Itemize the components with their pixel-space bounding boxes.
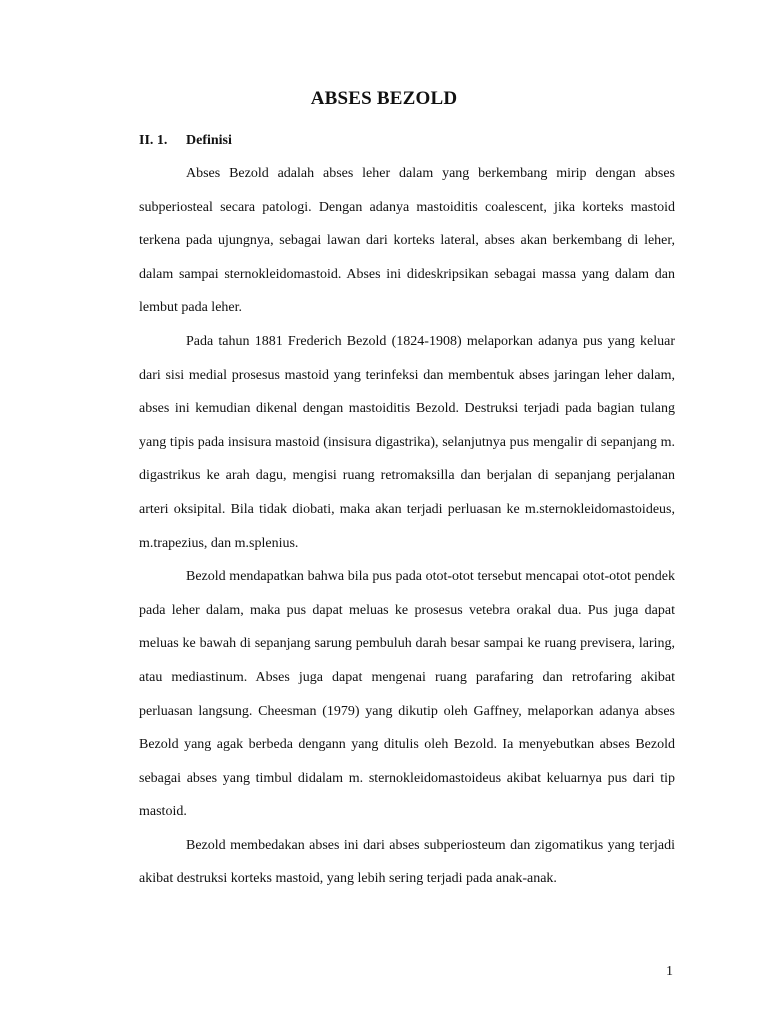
paragraph-2: Pada tahun 1881 Frederich Bezold (1824-1908) melaporkan adanya pus yang keluar dari sisi medial prosesus mastoid yang terinfeksi dan membentuk abses jaringan leher dalam, abses ini kemudian dikenal dengan mastoiditis Bezold. Destruksi terjadi pada bagian tulang yang tipis pada insisura mastoid (insisura digastrika), selanjutnya pus mengalir di sepanjang m. digastrikus ke arah dagu, mengisi ruang retromaksilla dan berjalan di sepanjang perjalanan arteri oksipital. Bila tidak diobati, maka akan terjadi perluasan ke m.sternokleidomastoideus, m.trapezius, dan m.splenius. — [139, 333, 675, 551]
section-number: II. 1. — [139, 133, 168, 148]
paragraph-1: Abses Bezold adalah abses leher dalam yang berkembang mirip dengan abses subperiosteal secara patologi. Dengan adanya mastoiditis coalescent, jika korteks mastoid terkena pada ujungnya, sebagai lawan dari korteks lateral, abses akan berkembang di leher, dalam sampai sternokleidomastoid. Abses ini dideskripsikan sebagai massa yang dalam dan lembut pada leher. — [139, 166, 675, 316]
section-heading — [139, 130, 232, 152]
body-text — [139, 157, 675, 896]
page-number: 1 — [666, 964, 673, 979]
section-title: Definisi — [186, 133, 232, 148]
paragraph-4: Bezold membedakan abses ini dari abses subperiosteum dan zigomatikus yang terjadi akibat destruksi korteks mastoid, yang lebih sering terjadi pada anak-anak. — [139, 837, 675, 887]
paragraph-3: Bezold mendapatkan bahwa bila pus pada otot-otot tersebut mencapai otot-otot pendek pada leher dalam, maka pus dapat meluas ke prosesus vetebra orakal dua. Pus juga dapat meluas ke bawah di sepanjang sarung pembuluh darah besar sampai ke ruang previsera, laring, atau mediastinum. Abses juga dapat mengenai ruang parafaring dan retrofaring akibat perluasan langsung. Cheesman (1979) yang dikutip oleh Gaffney, melaporkan adanya abses Bezold yang agak berbeda dengann yang ditulis oleh Bezold. Ia menyebutkan abses Bezold sebagai abses yang timbul didalam m. sternokleidomastoideus akibat keluarnya pus dari tip mastoid. — [139, 569, 675, 820]
document-title: ABSES BEZOLD — [310, 88, 458, 109]
